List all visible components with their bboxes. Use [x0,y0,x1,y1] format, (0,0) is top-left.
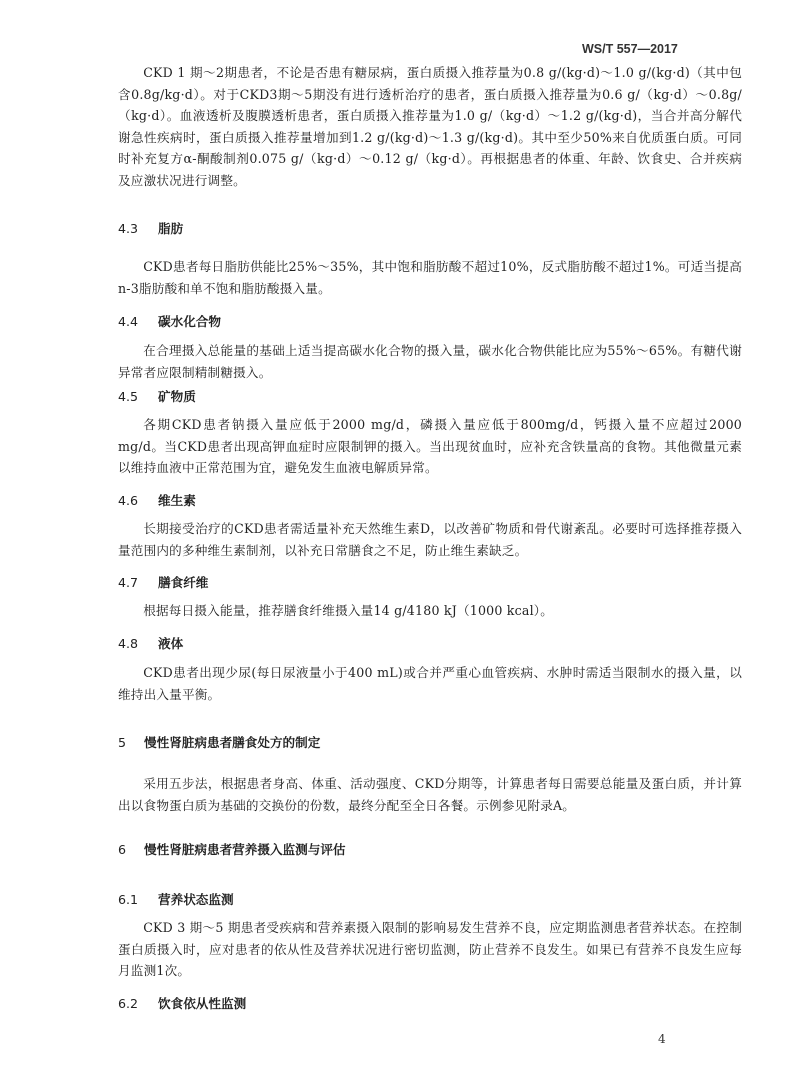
section-heading-4-7 [118,572,208,591]
section-heading-5 [118,732,320,751]
section-title: 维生素 [158,493,196,508]
intro-paragraph: CKD 1 期～2期患者，不论是否患有糖尿病，蛋白质摄入推荐量为0.8 g/(kg·d)～1.0 g/(kg·d)（其中包含0.8g/kg·d）。对于CKD3期～5期没有进行透析治疗的患者，蛋白质摄入推荐量为0.6 g/（kg·d）～0.8g/（kg·d）。血液透析及腹膜透析患者，蛋白质摄入推荐量为1.0 g/（kg·d）～1.2 g/(kg·d)，当合并高分解代谢急性疾病时，蛋白质摄入推荐量增加到1.2 g/(kg·d)～1.3 g/(kg·d)。其中至少50%来自优质蛋白质。可同时补充复方α-酮酸制剂0.075 g/（kg·d）～0.12 g/（kg·d）。再根据患者的体重、年龄、饮食史、合并疾病及应激状况进行调整。 [118,65,742,188]
section-title: 慢性肾脏病患者膳食处方的制定 [144,735,321,750]
section-number: 6.1 [118,892,139,907]
section-heading-6 [118,839,346,858]
section-title: 矿物质 [158,389,196,404]
section-text-4-7: 根据每日摄入能量，推荐膳食纤维摄入量14 g/4180 kJ（1000 kcal）。 [143,603,554,618]
section-title: 饮食依从性监测 [158,996,247,1011]
section-number: 5 [118,735,127,750]
section-number: 4.7 [118,575,139,590]
section-heading-6-1 [118,889,234,908]
section-text-4-5: 各期CKD患者钠摄入量应低于2000 mg/d，磷摄入量应低于800mg/d，钙摄入量不应超过2000 mg/d。当CKD患者出现高钾血症时应限制钾的摄入。当出现贫血时，应补充含铁量高的食物。其他微量元素以维持血液中正常范围为宜，避免发生血液电解质异常。 [118,417,742,476]
page-number: 4 [658,1032,666,1046]
section-text-4-6: 长期接受治疗的CKD患者需适量补充天然维生素D，以改善矿物质和骨代谢紊乱。必要时可选择推荐摄入量范围内的多种维生素制剂，以补充日常膳食之不足，防止维生素缺乏。 [118,521,742,558]
section-heading-4-8 [118,633,183,652]
section-number: 4.6 [118,493,139,508]
section-title: 营养状态监测 [158,892,234,907]
section-heading-4-3 [118,218,183,237]
section-title: 慢性肾脏病患者营养摄入监测与评估 [144,842,346,857]
section-number: 6 [118,842,127,857]
section-number: 4.4 [118,314,139,329]
section-text-5: 采用五步法，根据患者身高、体重、活动强度、CKD分期等，计算患者每日需要总能量及蛋白质，并计算出以食物蛋白质为基础的交换份的份数，最终分配至全日各餐。示例参见附录A。 [118,776,742,813]
section-heading-6-2 [118,993,246,1012]
section-number: 4.8 [118,636,139,651]
section-title: 碳水化合物 [158,314,221,329]
section-heading-4-5 [118,386,196,405]
section-number: 6.2 [118,996,139,1011]
document-code: WS/T 557—2017 [582,42,678,56]
section-title: 液体 [158,636,184,651]
section-text-4-3: CKD患者每日脂肪供能比25%～35%，其中饱和脂肪酸不超过10%，反式脂肪酸不超过1%。可适当提高n-3脂肪酸和单不饱和脂肪酸摄入量。 [118,259,742,296]
section-title: 膳食纤维 [158,575,209,590]
section-number: 4.3 [118,221,139,236]
section-heading-4-6 [118,490,196,509]
section-title: 脂肪 [158,221,184,236]
section-number: 4.5 [118,389,139,404]
section-text-6-1: CKD 3 期～5 期患者受疾病和营养素摄入限制的影响易发生营养不良，应定期监测患者营养状态。在控制蛋白质摄入时，应对患者的依从性及营养状况进行密切监测，防止营养不良发生。如果已有营养不良发生应每月监测1次。 [118,920,742,979]
section-text-4-8: CKD患者出现少尿(每日尿液量小于400 mL)或合并严重心血管疾病、水肿时需适当限制水的摄入量，以维持出入量平衡。 [118,665,742,702]
section-heading-4-4 [118,311,221,330]
section-text-4-4: 在合理摄入总能量的基础上适当提高碳水化合物的摄入量，碳水化合物供能比应为55%～65%。有糖代谢异常者应限制精制糖摄入。 [118,343,742,380]
